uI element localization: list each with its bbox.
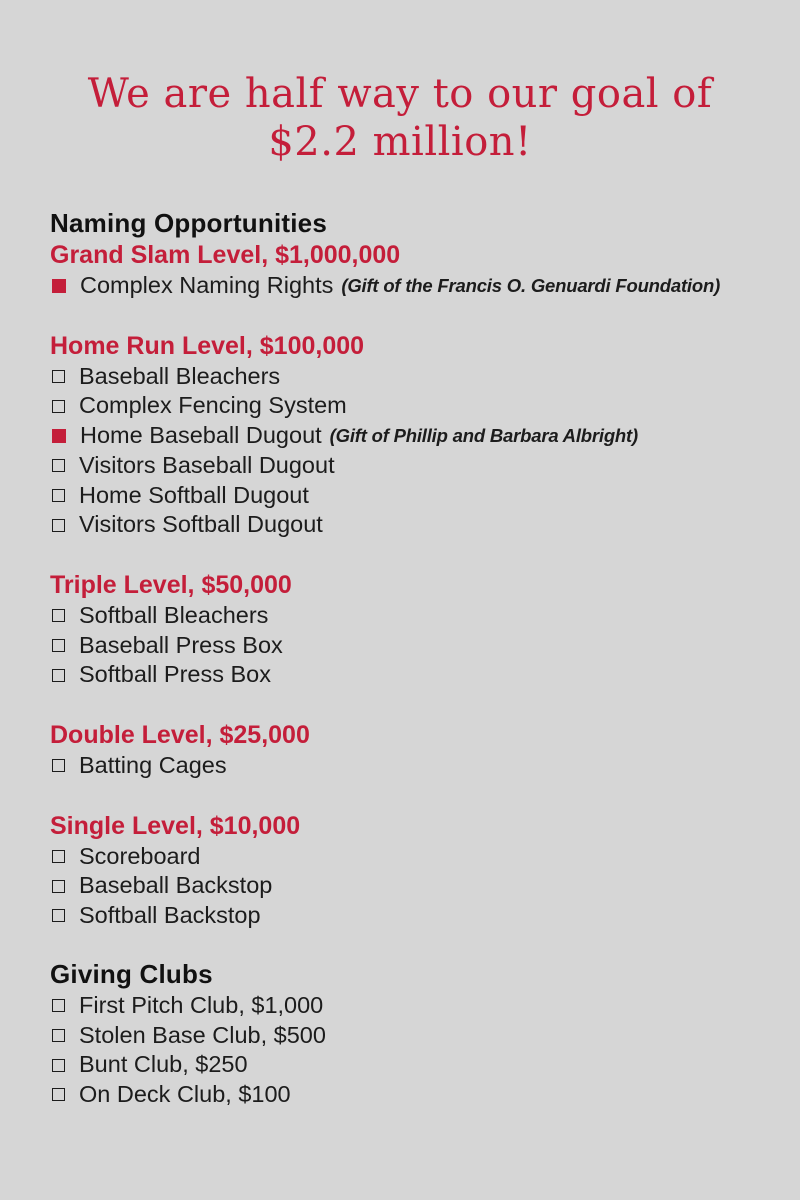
content xyxy=(50,206,780,1110)
item-label: On Deck Club, $100 xyxy=(79,1080,291,1107)
naming-levels xyxy=(50,240,780,931)
checkbox-icon xyxy=(52,519,65,532)
item-softball-backstop xyxy=(50,901,780,931)
checkbox-icon xyxy=(52,400,65,413)
item-softball-press-box xyxy=(50,660,780,690)
checkbox-icon xyxy=(52,669,65,682)
item-label: Baseball Bleachers xyxy=(79,362,281,389)
item-label: Complex Fencing System xyxy=(79,392,347,419)
item-label: Stolen Base Club, $500 xyxy=(79,1021,326,1048)
item-baseball-backstop xyxy=(50,871,780,901)
item-label: Scoreboard xyxy=(79,842,201,869)
item-home-softball-dugout xyxy=(50,481,780,511)
item-stolen-base-club-500 xyxy=(50,1021,780,1051)
checkbox-icon xyxy=(52,880,65,893)
item-label: Bunt Club, $250 xyxy=(79,1051,248,1078)
level-items xyxy=(50,362,780,540)
item-complex-naming-rights xyxy=(50,271,780,301)
item-visitors-baseball-dugout xyxy=(50,451,780,481)
checkbox-icon xyxy=(52,759,65,772)
checkbox-icon xyxy=(52,489,65,502)
giving-clubs-title: Giving Clubs xyxy=(50,958,213,989)
level-items xyxy=(50,751,780,781)
checkbox-icon xyxy=(52,1029,65,1042)
level-title-double-level: Double Level, $25,000 xyxy=(50,721,310,750)
checkbox-icon xyxy=(52,850,65,863)
checkbox-icon xyxy=(52,1088,65,1101)
checkbox-icon xyxy=(52,999,65,1012)
item-label: Baseball Backstop xyxy=(79,872,273,899)
item-scoreboard xyxy=(50,842,780,872)
headline-line-2: $2.2 million! xyxy=(268,119,532,165)
item-label: Batting Cages xyxy=(79,752,227,779)
item-first-pitch-club-1-000 xyxy=(50,991,780,1021)
gift-note: (Gift of the Francis O. Genuardi Foundation) xyxy=(341,275,721,296)
checkbox-icon xyxy=(52,609,65,622)
item-softball-bleachers xyxy=(50,601,780,631)
level-title-single-level: Single Level, $10,000 xyxy=(50,811,301,840)
item-label: Visitors Softball Dugout xyxy=(79,511,323,538)
checkbox-icon xyxy=(52,909,65,922)
checkbox-icon xyxy=(52,370,65,383)
gift-note: (Gift of Phillip and Barbara Albright) xyxy=(329,425,638,447)
item-on-deck-club-100 xyxy=(50,1080,780,1110)
item-baseball-press-box xyxy=(50,631,780,661)
level-title-home-run-level: Home Run Level, $100,000 xyxy=(50,331,365,360)
level-title-grand-slam-level: Grand Slam Level, $1,000,000 xyxy=(50,241,401,269)
headline-line-1: We are half way to our goal of xyxy=(87,71,713,117)
item-label: Softball Bleachers xyxy=(79,601,269,628)
checkbox-icon xyxy=(52,639,65,652)
checkbox-icon xyxy=(52,1059,65,1072)
level-items xyxy=(50,271,780,301)
filled-square-icon xyxy=(52,429,66,443)
item-label: Home Baseball Dugout xyxy=(80,422,322,449)
item-bunt-club-250 xyxy=(50,1050,780,1080)
level-items xyxy=(50,842,780,931)
item-visitors-softball-dugout xyxy=(50,510,780,540)
giving-clubs-list xyxy=(50,991,780,1110)
item-label: Complex Naming Rights xyxy=(80,272,334,298)
item-label: Softball Backstop xyxy=(79,902,261,929)
item-batting-cages xyxy=(50,751,780,781)
item-label: First Pitch Club, $1,000 xyxy=(79,991,324,1018)
item-label: Softball Press Box xyxy=(79,661,272,688)
naming-opportunities-title: Naming Opportunities xyxy=(50,208,327,238)
item-baseball-bleachers xyxy=(50,362,780,392)
filled-square-icon xyxy=(52,279,66,293)
headline xyxy=(0,70,800,166)
level-items xyxy=(50,601,780,690)
item-complex-fencing-system xyxy=(50,391,780,421)
level-title-triple-level: Triple Level, $50,000 xyxy=(50,570,292,599)
item-home-baseball-dugout xyxy=(50,421,780,451)
item-label: Baseball Press Box xyxy=(79,631,283,658)
item-label: Visitors Baseball Dugout xyxy=(79,451,335,478)
checkbox-icon xyxy=(52,459,65,472)
item-label: Home Softball Dugout xyxy=(79,481,309,508)
